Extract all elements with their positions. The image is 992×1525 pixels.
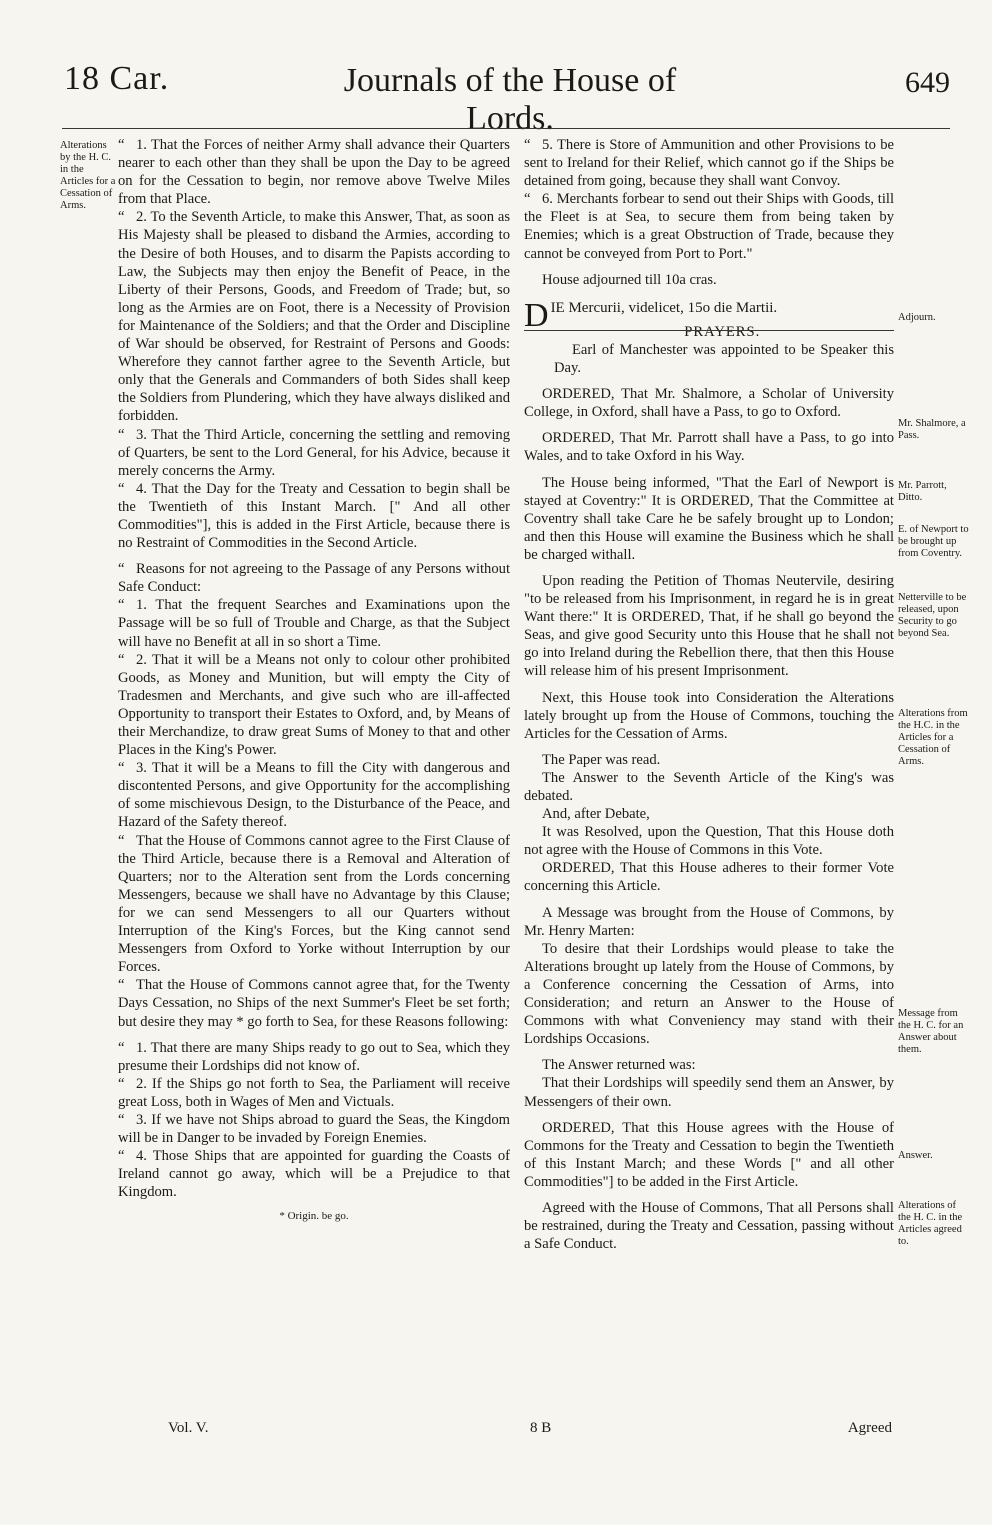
left-column	[118, 136, 510, 1226]
paragraph: “ 2. That it will be a Means not only to colour other prohibited Goods, as Money and Munition, but will empty the City of Tradesmen and Merchants, and give such who are ill-affected Opportunity to transport their Estates to Oxford, and, by Means of their Merchandize, to draw great Sums of Money to that and other Places in the King's Power.	[118, 651, 510, 760]
paragraph: “ 1. That the frequent Searches and Examinations upon the Passage will be so full of Trouble and Charge, as that the Subject will have no Benefit at all in so short a Time.	[118, 596, 510, 650]
adjourned-line: House adjourned till 10a cras.	[542, 271, 717, 288]
entry: That their Lordships will speedily send them an Answer, by Messengers of their own.	[524, 1075, 894, 1110]
page-header	[0, 60, 992, 137]
entry: It was Resolved, upon the Question, That this House doth not agree with the House of Commons in this Vote.	[524, 824, 894, 859]
paragraph: “ 2. If the Ships go not forth to Sea, the Parliament will receive great Loss, both in Wages of Men and Victuals.	[118, 1075, 510, 1111]
paragraph: “ That the House of Commons cannot agree that, for the Twenty Days Cessation, no Ships of the next Summer's Fleet be set forth; but desire they may * go forth to Sea, for these Reasons following:	[118, 976, 510, 1030]
paragraph: “ 3. That it will be a Means to fill the City with dangerous and discontented Persons, and give Opportunity for the accomplishing of some mischievous Design, to the Disturbance of the Peace, and Hazard of the Safety thereof.	[118, 759, 510, 831]
footnote: * Origin. be go.	[279, 1210, 349, 1223]
entry: Next, this House took into Consideration the Alterations lately brought up from the House of Commons, touching the Articles for the Cessation of Arms.	[524, 689, 894, 742]
entry: ORDERED, That Mr. Shalmore, a Scholar of University College, in Oxford, shall have a Pass, to go to Oxford.	[524, 386, 894, 421]
catchword: Agreed	[847, 1420, 892, 1436]
entry: ORDERED, That Mr. Parrott shall have a Pass, to go into Wales, and to take Oxford in his Way.	[524, 430, 894, 465]
margin-note-newport: E. of Newport to be brought up from Coventry.	[898, 524, 969, 559]
right-column	[524, 136, 894, 1253]
margin-note-alterations: Alterations from the H.C. in the Articles for a Cessation of Arms.	[898, 708, 968, 767]
prayers-heading: PRAYERS.	[684, 323, 761, 340]
entry: Agreed with the House of Commons, That all Persons shall be restrained, during the Treaty and Cessation, passing without a Safe Conduct.	[524, 1199, 894, 1253]
drop-cap: D	[524, 296, 549, 334]
paragraph: “ 6. Merchants forbear to send out their Ships with Goods, till the Fleet is at Sea, to secure them from being taken by Enemies; which is a great Obstruction of Trade, because they cannot be conveyed from Port to Port."	[524, 190, 894, 262]
section-rule	[524, 330, 894, 331]
paragraph: “ Reasons for not agreeing to the Passage of any Persons without Safe Conduct:	[118, 560, 510, 596]
entry: The House being informed, "That the Earl of Newport is stayed at Coventry:" It is ORDERED, That the Committee at Coventry shall take Care he be safely brought up to London; and then this House will examine the Business which he shall be charged withall.	[524, 474, 894, 563]
paragraph: “ 4. Those Ships that are appointed for guarding the Coasts of Ireland cannot go away, which will be a Prejudice to that Kingdom.	[118, 1147, 510, 1201]
paragraph: “ 1. That the Forces of neither Army shall advance their Quarters nearer to each other than they shall be upon the Day to be agreed on for the Cessation to begin, nor remove above Twelve Miles from that Place.	[118, 136, 510, 208]
margin-note-netterville: Netterville to be released, upon Security to go beyond Sea.	[898, 592, 967, 639]
paragraph: “ 2. To the Seventh Article, to make this Answer, That, as soon as His Majesty shall be pleased to disband the Armies, according to the Desire of both Houses, and to disarm the Papists according to Law, the Subjects may then enjoy the Benefit of Peace, in the Liberty of their Persons, Goods, and Freedom of Trade; but, so long as the Armies are on Foot, there is a Necessity of Provision for Maintenance of the Soldiers; and that the Order and Discipline of War should be observed, for Restraint of Persons and Goods: Wherefore they cannot farther agree to the Seventh Article, but only that the Generals and Commanders of both Sides shall keep the Soldiers from Plundering, which they have always disliked and forbidden.	[118, 208, 510, 425]
entry: The Answer returned was:	[542, 1057, 696, 1074]
entry: The Answer to the Seventh Article of the King's was debated.	[524, 769, 894, 804]
paragraph: “ 3. If we have not Ships abroad to guard the Seas, the Kingdom will be in Danger to be invaded by Foreign Enemies.	[118, 1111, 510, 1147]
left-margin-note: Alterations by the H. C. in the Articles for a Cessation of Arms.	[60, 140, 116, 211]
margin-note-message: Message from the H. C. for an Answer about them.	[898, 1008, 964, 1055]
header-rule	[62, 128, 950, 129]
margin-note-adjourn: Adjourn.	[898, 312, 936, 323]
page-number: 649	[905, 66, 950, 99]
paragraph: “ 5. There is Store of Ammunition and other Provisions to be sent to Ireland for their Relief, which cannot go if the Ships be detained from going, because they shall want Convoy.	[524, 136, 894, 190]
entry: The Paper was read.	[542, 751, 661, 768]
margin-note-agreed: Alterations of the H. C. in the Articles agreed to.	[898, 1200, 963, 1247]
entry: ORDERED, That this House agrees with the House of Commons for the Treaty and Cessation to begin the Twentieth of this Instant March; and these Words [" and all other Commodities"] to be added in the First Article.	[524, 1119, 894, 1190]
entry: Upon reading the Petition of Thomas Neutervile, desiring "to be released from his Imprisonment, in regard he is in great Want there:" It is ORDERED, That, if he shall go beyond the Seas, and give good Security unto this House that he shall not go into Ireland during the Rebellion there, that then this House will release him of his present Imprisonment.	[524, 572, 894, 680]
signature-mark: 8 B	[530, 1420, 552, 1436]
paragraph: “ That the House of Commons cannot agree to the First Clause of the Third Article, because there is a Removal and Alteration of Quarters; nor to the Alteration sent from the Lords concerning Messengers, because we shall have no Advantage by this Clause; for we can send Messengers to all our Quarters without Interruption of the King's Forces, but the King cannot send Messengers from Oxford to Yorke without Interruption by our Forces.	[118, 832, 510, 977]
margin-note-parrott: Mr. Parrott, Ditto.	[898, 480, 947, 503]
entry: A Message was brought from the House of Commons, by Mr. Henry Marten:	[524, 904, 894, 939]
entry: To desire that their Lordships would please to take the Alterations brought up lately from the House of Commons, by a Conference concerning the Cessation of Arms, into Consideration; and return an Answer to the House of Commons with what Conveniency may stand with their Lordships Occasions.	[524, 940, 894, 1048]
paragraph: “ 1. That there are many Ships ready to go out to Sea, which they presume their Lordships did not know of.	[118, 1039, 510, 1075]
header-regnal-year: 18 Car.	[64, 60, 170, 97]
paragraph: “ 3. That the Third Article, concerning the settling and removing of Quarters, be sent to the Lord General, for his Advice, because it merely concerns the Army.	[118, 426, 510, 480]
entry: ORDERED, That this House adheres to their former Vote concerning this Article.	[524, 860, 894, 895]
volume-label: Vol. V.	[168, 1420, 209, 1436]
margin-note-answer: Answer.	[898, 1150, 933, 1161]
entry: And, after Debate,	[542, 806, 650, 823]
day-heading-text: IE Mercurii, videlicet, 15o die Martii.	[550, 299, 778, 316]
speaker-line: Earl of Manchester was appointed to be Speaker this Day.	[554, 341, 894, 377]
margin-note-shalmore: Mr. Shalmore, a Pass.	[898, 418, 966, 441]
header-title: Journals of the House of Lords.	[343, 62, 677, 137]
paragraph: “ 4. That the Day for the Treaty and Cessation to begin shall be the Twentieth of this Instant March. [" And all other Commodities"], this is added in the First Article, because there is no Restraint of Commodities in the Second Article.	[118, 480, 510, 552]
